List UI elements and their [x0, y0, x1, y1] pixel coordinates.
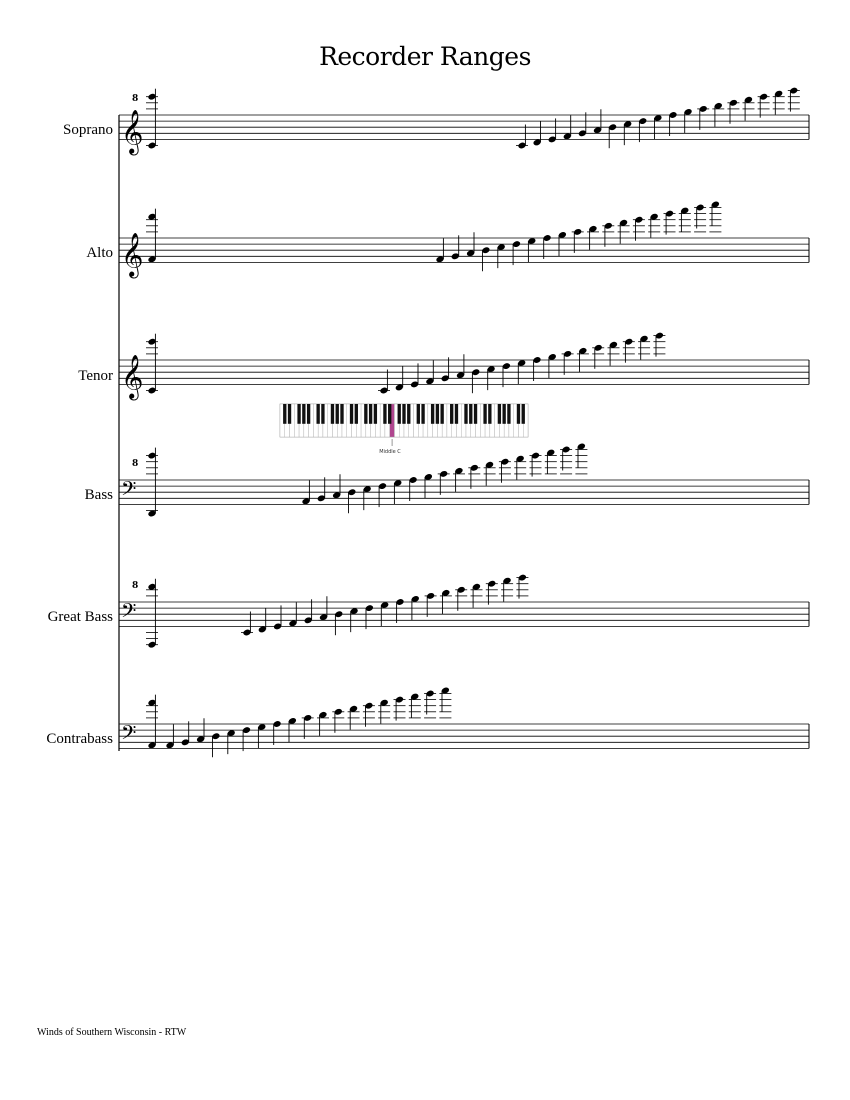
staff-label-soprano: Soprano [63, 122, 113, 138]
black-key [388, 404, 391, 424]
staff-alto [119, 201, 809, 279]
black-key [469, 404, 472, 424]
black-key [440, 404, 443, 424]
black-key [517, 404, 520, 424]
black-key [307, 404, 310, 424]
black-key [402, 404, 405, 424]
black-key [340, 404, 343, 424]
black-key [474, 404, 477, 424]
black-key [297, 404, 300, 424]
staff-soprano [119, 87, 809, 156]
footer-text: Winds of Southern Wisconsin - RTW [37, 1027, 187, 1038]
black-key [364, 404, 367, 424]
piano-keyboard [280, 404, 528, 446]
piano-caption: Middle C [379, 449, 401, 455]
staff-label-alto: Alto [86, 245, 113, 261]
black-key [455, 404, 458, 424]
treble-clef-icon: 𝄞 [121, 109, 144, 154]
black-key [431, 404, 434, 424]
bass-clef-icon: 𝄢 [121, 477, 137, 505]
black-key [355, 404, 358, 424]
black-key [421, 404, 424, 424]
staff-tenor [119, 332, 809, 401]
bass-clef-icon: 𝄢 [121, 721, 137, 749]
black-key [483, 404, 486, 424]
black-key [369, 404, 372, 424]
black-key [488, 404, 491, 424]
octave-mark: 8 [132, 94, 139, 104]
black-key [321, 404, 324, 424]
black-key [350, 404, 353, 424]
staff-label-great-bass: Great Bass [47, 609, 113, 625]
black-key [331, 404, 334, 424]
black-key [407, 404, 410, 424]
black-key [507, 404, 510, 424]
black-key [283, 404, 286, 424]
black-key [316, 404, 319, 424]
black-key [498, 404, 501, 424]
black-key [502, 404, 505, 424]
black-key [398, 404, 401, 424]
treble-clef-icon: 𝄞 [121, 232, 144, 277]
staff-bass [119, 443, 809, 518]
staff-label-bass: Bass [84, 487, 113, 503]
black-key [383, 404, 386, 424]
octave-mark: 8 [132, 459, 139, 469]
bass-clef-icon: 𝄢 [121, 599, 137, 627]
page-title: Recorder Ranges [319, 42, 531, 71]
black-key [374, 404, 377, 424]
black-key [522, 404, 525, 424]
staff-contrabass [119, 687, 809, 758]
treble-clef-icon: 𝄞 [121, 354, 144, 399]
black-key [288, 404, 291, 424]
staff-label-contrabass: Contrabass [46, 731, 113, 747]
black-key [464, 404, 467, 424]
octave-mark: 8 [132, 581, 139, 591]
black-key [450, 404, 453, 424]
black-key [417, 404, 420, 424]
staff-label-tenor: Tenor [78, 368, 113, 384]
staff-great-bass [119, 574, 809, 649]
black-key [336, 404, 339, 424]
black-key [436, 404, 439, 424]
black-key [302, 404, 305, 424]
